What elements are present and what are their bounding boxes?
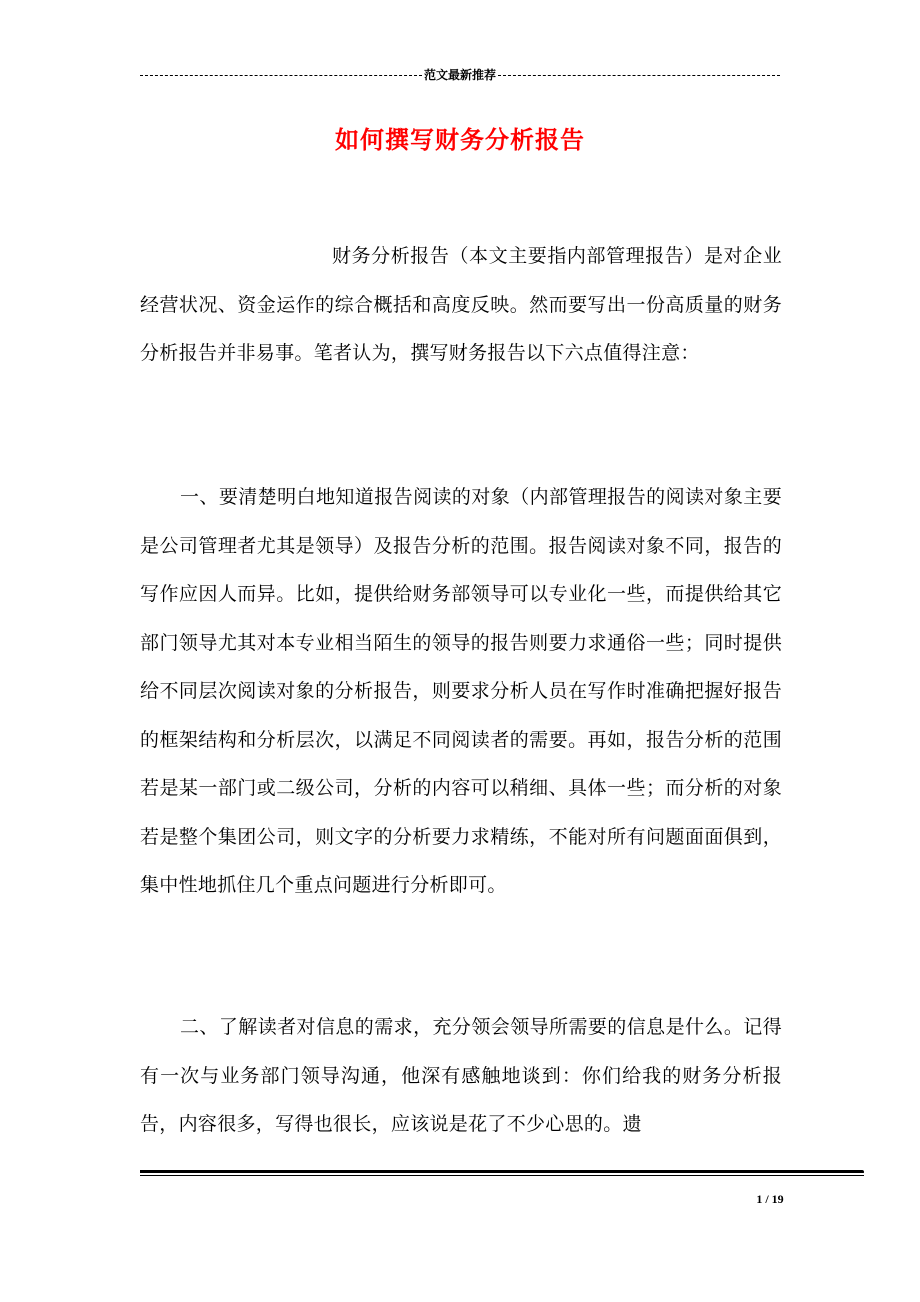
paragraph-point-one: 一、要清楚明白地知道报告阅读的对象（内部管理报告的阅读对象主要是公司管理者尤其是领导）及报告分析的范围。报告阅读对象不同，报告的写作应因人而异。比如，提供给财务部领导可以专业化一些，而提供给其它部门领导尤其对本专业相当陌生的领导的报告则要力求通俗一些；同时提供给不同层次阅读对象的分析报告，则要求分析人员在写作时准确把握好报告的框架结构和分析层次，以满足不同阅读者的需要。再如，报告分析的范围若是某一部门或二级公司，分析的内容可以稍细、具体一些；而分析的对象若是整个集团公司，则文字的分析要力求精练，不能对所有问题面面俱到，集中性地抓住几个重点问题进行分析即可。 [140,486,782,896]
footer-divider [140,1170,864,1174]
page-header [140,66,780,84]
header-label: 范文最新推荐 [424,68,497,82]
page-number: 1 / 19 [756,1192,784,1206]
header-dash-left [140,75,422,76]
document-title: 如何撰写财务分析报告 [335,125,585,154]
paragraph-point-two: 二、了解读者对信息的需求，充分领会领导所需要的信息是什么。记得有一次与业务部门领导沟通，他深有感触地谈到：你们给我的财务分析报告，内容很多，写得也很长，应该说是花了不少心思的。遗 [140,1016,782,1135]
paragraph-intro: 财务分析报告（本文主要指内部管理报告）是对企业经营状况、资金运作的综合概括和高度反映。然而要写出一份高质量的财务分析报告并非易事。笔者认为，撰写财务报告以下六点值得注意： [140,245,782,364]
header-dash-right [498,75,780,76]
